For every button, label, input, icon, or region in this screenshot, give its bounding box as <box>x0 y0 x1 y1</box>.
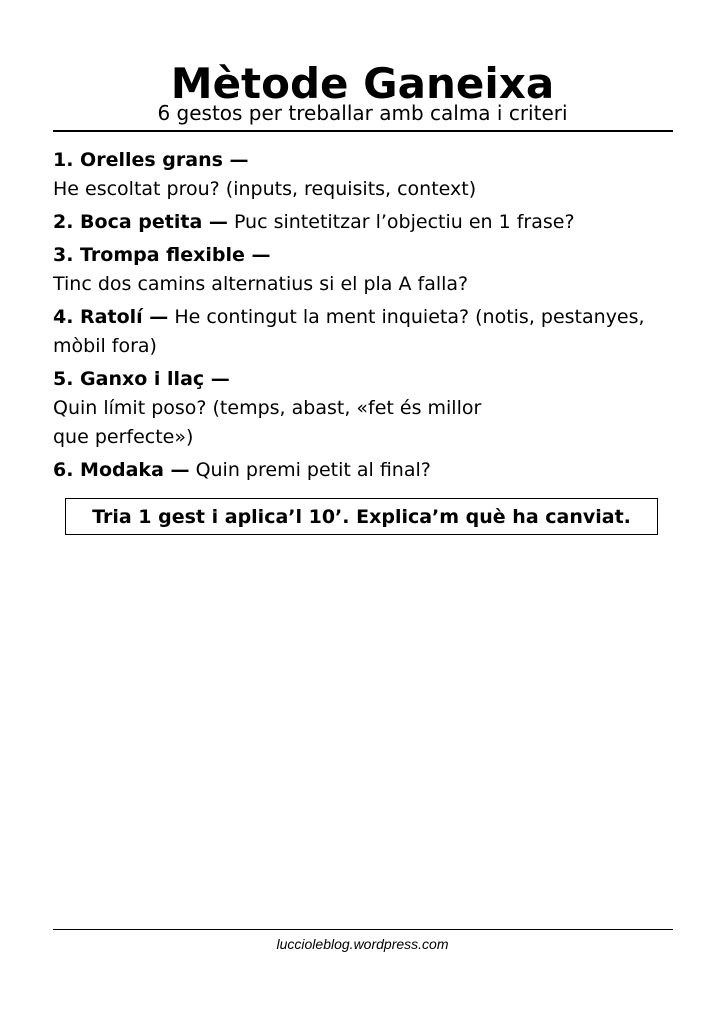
page-title: Mètode Ganeixa <box>170 59 555 108</box>
page-subtitle: 6 gestos per treballar amb calma i criteri <box>157 101 568 125</box>
header-divider <box>53 130 673 132</box>
item-text: Quin premi petit al final? <box>195 459 431 481</box>
item-text: He escoltat prou? (inputs, requisits, context) <box>53 178 477 200</box>
item-heading: 6. Modaka — <box>53 459 190 481</box>
item-text: Quin límit poso? (temps, abast, «fet és millor que perfecte») <box>53 397 482 448</box>
item-text: He contingut la ment inquieta? (notis, pestanyes, mòbil fora) <box>53 306 645 357</box>
item-text: Puc sintetitzar l’objectiu en 1 frase? <box>233 211 575 233</box>
gesture-list <box>53 146 673 489</box>
item-heading: 4. Ratolí — <box>53 306 169 328</box>
list-item <box>53 241 673 299</box>
footer-divider <box>53 929 673 930</box>
item-text: Tinc dos camins alternatius si el pla A falla? <box>53 273 469 295</box>
item-heading: 5. Ganxo i llaç — <box>53 368 230 390</box>
list-item <box>53 303 673 361</box>
list-item <box>53 456 673 485</box>
list-item <box>53 146 673 204</box>
callout-box: Tria 1 gest i aplica’l 10’. Explica’m què ha canviat. <box>65 498 658 535</box>
item-heading: 1. Orelles grans — <box>53 149 249 171</box>
footer-url: luccioleblog.wordpress.com <box>276 936 449 952</box>
item-heading: 2. Boca petita — <box>53 211 228 233</box>
item-heading: 3. Trompa flexible — <box>53 244 271 266</box>
list-item <box>53 365 513 452</box>
list-item <box>53 208 673 237</box>
